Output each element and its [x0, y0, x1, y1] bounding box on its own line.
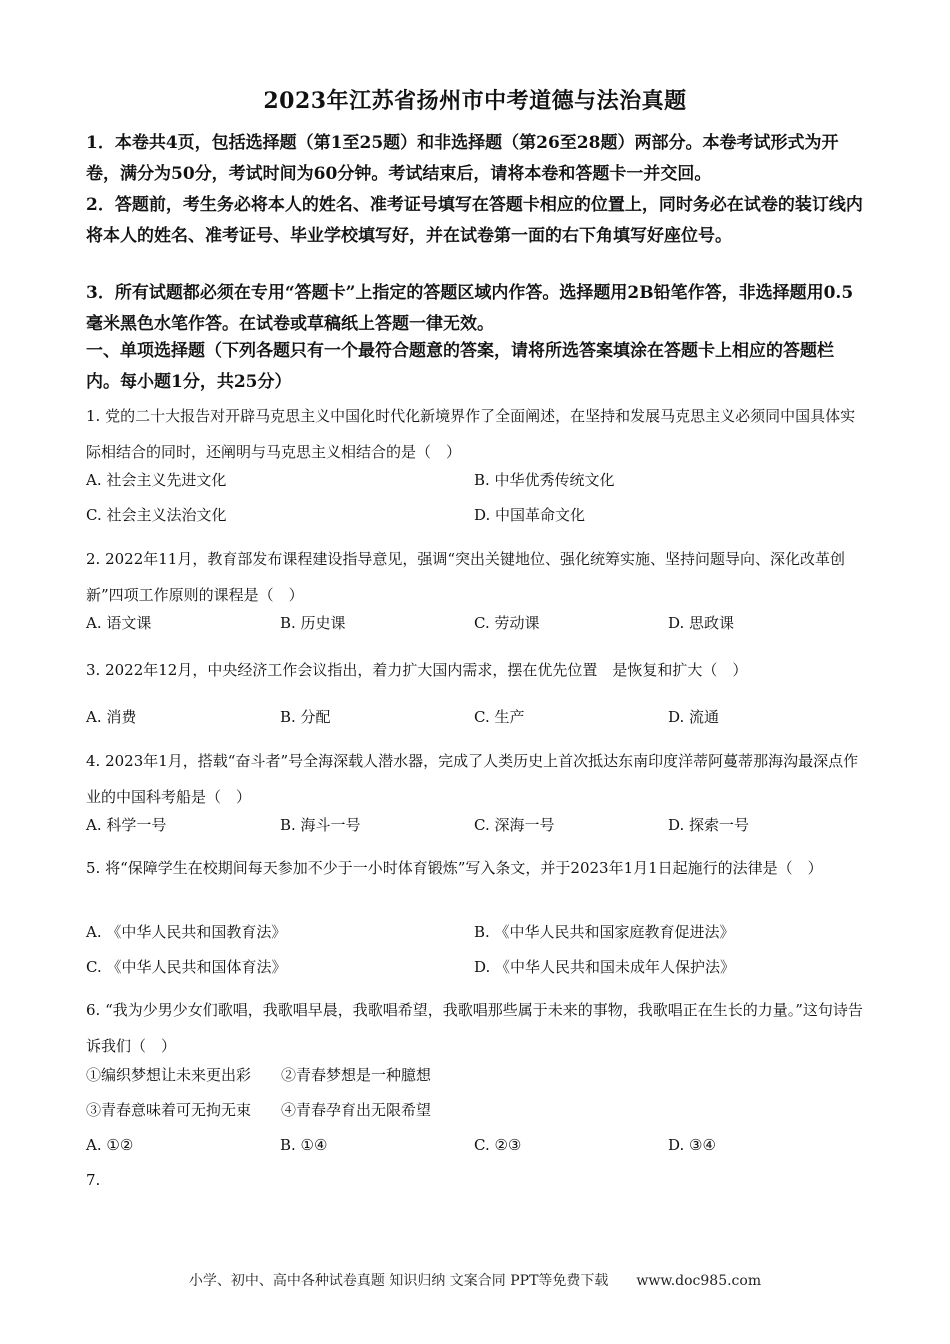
instruction-2: 2．答题前，考生务必将本人的姓名、准考证号填写在答题卡相应的位置上，同时务必在试卷的装订线内将本人的姓名、准考证号、毕业学校填写好，并在试卷第一面的右下角填写好座位号。: [86, 195, 863, 246]
question-3-option-d: D. 流通: [668, 708, 720, 726]
question-5-stem: 5. 将“保障学生在校期间每天参加不少于一小时体育锻炼”写入条文，并于2023年1月1日起施行的法律是（ ）: [86, 859, 823, 877]
page-footer: 小学、初中、高中各种试卷真题 知识归纳 文案合同 PPT等免费下载 www.doc985.com: [188, 1273, 762, 1289]
question-5-option-d: D. 《中华人民共和国未成年人保护法》: [474, 958, 736, 976]
question-2-option-d: D. 思政课: [668, 614, 735, 632]
question-1-option-d: D. 中国革命文化: [474, 506, 586, 524]
question-2-stem: 2. 2022年11月，教育部发布课程建设指导意见，强调“突出关键地位、强化统筹实施、坚持问题导向、深化改革创新”四项工作原则的课程是（ ）: [86, 550, 846, 604]
question-6-statement-1: ①编织梦想让未来更出彩 ②青春梦想是一种臆想: [86, 1066, 432, 1084]
question-3-option-a: A. 消费: [86, 708, 137, 726]
question-4-stem: 4. 2023年1月，搭载“奋斗者”号全海深载人潜水器，完成了人类历史上首次抵达东南印度洋蒂阿蔓蒂那海沟最深点作业的中国科考船是（ ）: [86, 752, 859, 806]
question-6-option-c: C. ②③: [474, 1136, 522, 1154]
page-title: 2023年江苏省扬州市中考道德与法治真题: [263, 88, 687, 114]
question-5-option-c: C. 《中华人民共和国体育法》: [86, 958, 287, 976]
question-3-option-c: C. 生产: [474, 708, 525, 726]
question-1-option-b: B. 中华优秀传统文化: [474, 471, 615, 489]
section-heading: 一、单项选择题（下列各题只有一个最符合题意的答案，请将所选答案填涂在答题卡上相应的答题栏内。每小题1分，共25分）: [86, 341, 834, 392]
question-4-option-d: D. 探索一号: [668, 816, 750, 834]
question-1-stem: 1. 党的二十大报告对开辟马克思主义中国化时代化新境界作了全面阐述，在坚持和发展马克思主义必须同中国具体实际相结合的同时，还阐明与马克思主义相结合的是（ ）: [86, 407, 856, 461]
instruction-3: 3．所有试题都必须在专用“答题卡”上指定的答题区域内作答。选择题用2B铅笔作答，非选择题用0.5毫米黑色水笔作答。在试卷或草稿纸上答题一律无效。: [86, 283, 854, 334]
question-7-stem: 7.: [86, 1171, 101, 1189]
question-4-option-c: C. 深海一号: [474, 816, 555, 834]
question-5-option-b: B. 《中华人民共和国家庭教育促进法》: [474, 923, 735, 941]
instruction-1: 1．本卷共4页，包括选择题（第1至25题）和非选择题（第26至28题）两部分。本卷考试形式为开卷，满分为50分，考试时间为60分钟。考试结束后，请将本卷和答题卡一并交回。: [86, 133, 839, 184]
question-3-option-b: B. 分配: [280, 708, 331, 726]
question-6-option-a: A. ①②: [86, 1136, 134, 1154]
question-2-option-c: C. 劳动课: [474, 614, 540, 632]
question-2-option-a: A. 语文课: [86, 614, 152, 632]
question-1-option-a: A. 社会主义先进文化: [86, 471, 227, 489]
question-4-option-b: B. 海斗一号: [280, 816, 361, 834]
question-1-option-c: C. 社会主义法治文化: [86, 506, 227, 524]
question-2-option-b: B. 历史课: [280, 614, 346, 632]
question-4-option-a: A. 科学一号: [86, 816, 167, 834]
question-6-stem: 6. “我为少男少女们歌唱，我歌唱早晨，我歌唱希望，我歌唱那些属于未来的事物，我歌唱正在生长的力量。”这句诗告诉我们（ ）: [86, 1001, 863, 1055]
question-3-stem: 3. 2022年12月，中央经济工作会议指出，着力扩大国内需求，摆在优先位置 是恢复和扩大（ ）: [86, 661, 748, 679]
question-6-option-d: D. ③④: [668, 1136, 716, 1154]
question-6-statement-2: ③青春意味着可无拘无束 ④青春孕育出无限希望: [86, 1101, 432, 1119]
question-5-option-a: A. 《中华人民共和国教育法》: [86, 923, 287, 941]
question-6-option-b: B. ①④: [280, 1136, 328, 1154]
